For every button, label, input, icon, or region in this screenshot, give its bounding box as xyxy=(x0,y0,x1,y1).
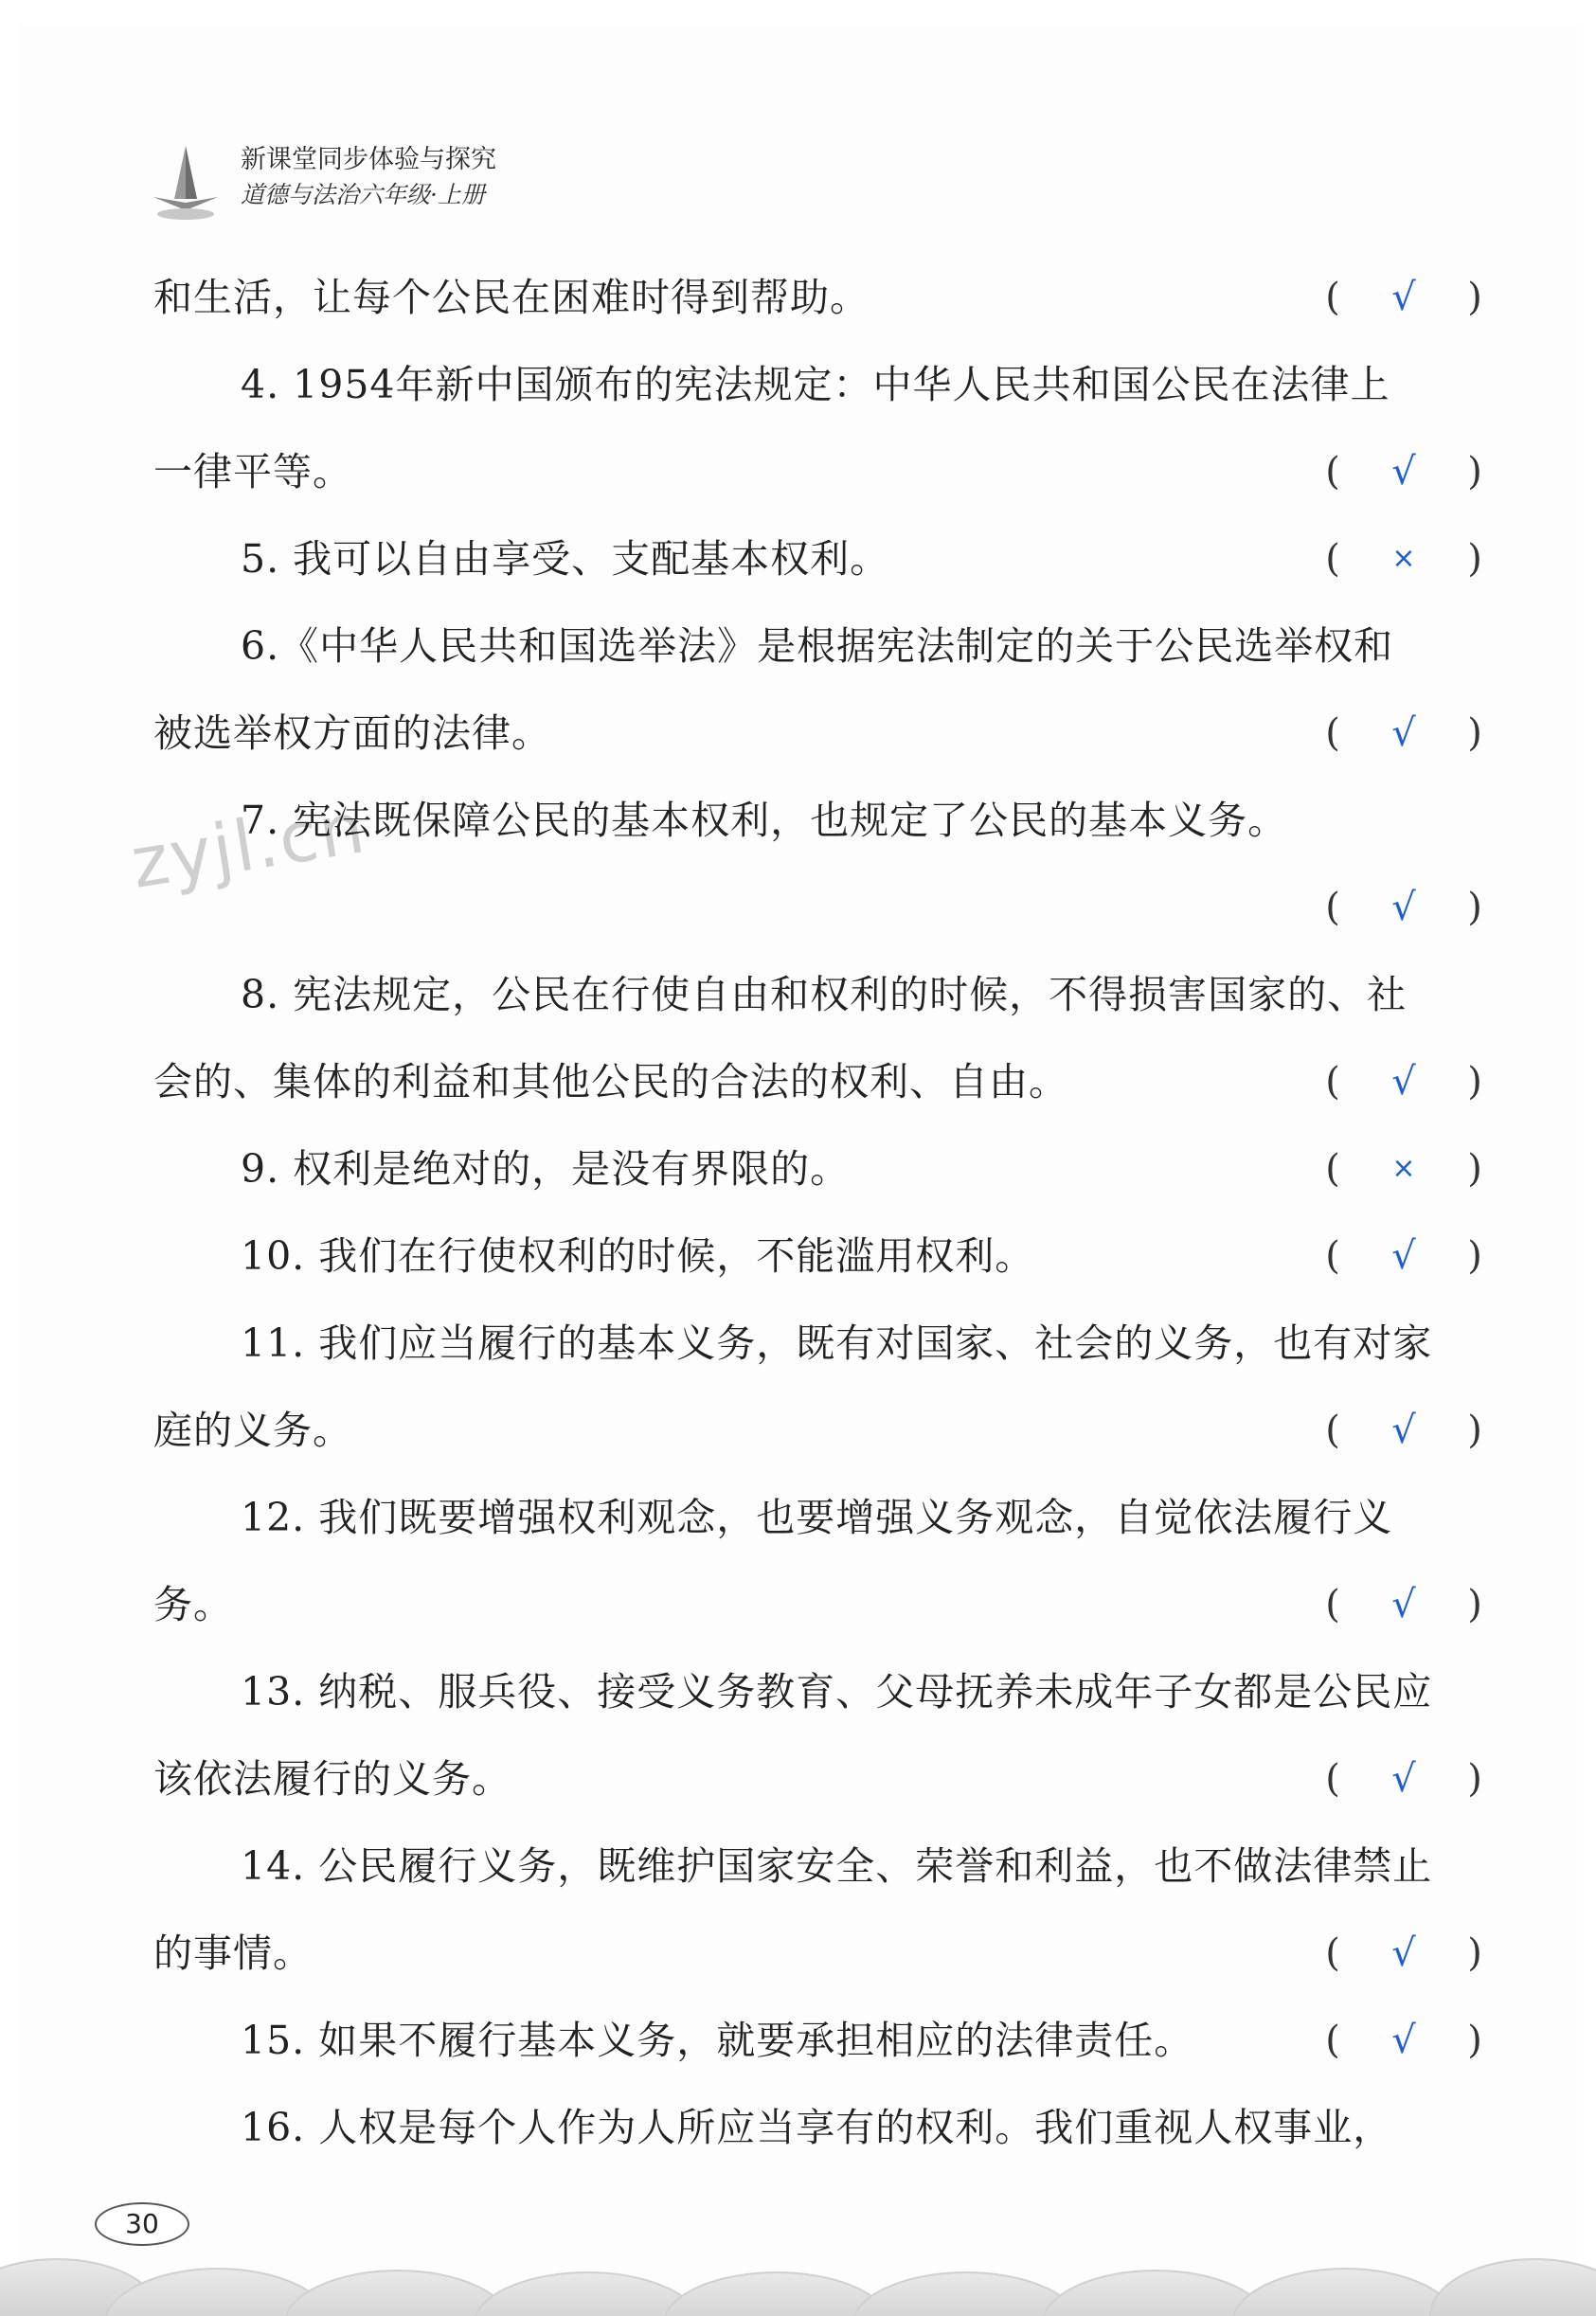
answer-box xyxy=(1318,1387,1489,1474)
open-paren: ( xyxy=(1325,1060,1340,1104)
line-text: 6.《中华人民共和国选举法》是根据宪法制定的关于公民选举权和 xyxy=(241,623,1394,669)
text-line xyxy=(153,1822,1489,1910)
text-line xyxy=(153,864,1489,951)
text-line xyxy=(153,515,1489,602)
check-mark-icon: √ xyxy=(1391,2019,1416,2062)
line-text: 16. 人权是每个人作为人所应当享有的权利。我们重视人权事业， xyxy=(241,2105,1393,2150)
line-text: 11. 我们应当履行的基本义务，既有对国家、社会的义务，也有对家 xyxy=(241,1320,1433,1366)
book-logo-icon xyxy=(150,144,222,225)
open-paren: ( xyxy=(1325,1409,1340,1452)
open-paren: ( xyxy=(1325,537,1340,581)
close-paren: ) xyxy=(1467,1931,1482,1975)
line-text: 4. 1954年新中国颁布的宪法规定：中华人民共和国公民在法律上 xyxy=(241,362,1390,407)
check-mark-icon: √ xyxy=(1391,1409,1416,1452)
open-paren: ( xyxy=(1325,886,1340,929)
line-text: 5. 我可以自由享受、支配基本权利。 xyxy=(241,536,890,582)
check-mark-icon: √ xyxy=(1391,276,1416,319)
header-subtitle: 道德与法治六年级·上册 xyxy=(241,181,485,208)
text-line xyxy=(153,690,1489,777)
line-text: 9. 权利是绝对的，是没有界限的。 xyxy=(241,1146,851,1192)
text-line xyxy=(153,1735,1489,1822)
line-text: 会的、集体的利益和其他公民的合法的权利、自由。 xyxy=(153,1059,1068,1104)
line-text: 一律平等。 xyxy=(153,449,352,494)
answer-box xyxy=(1318,1561,1489,1648)
text-line xyxy=(153,1997,1489,2084)
check-mark-icon: √ xyxy=(1391,1234,1416,1278)
text-line xyxy=(153,951,1489,1038)
open-paren: ( xyxy=(1325,711,1340,755)
close-paren: ) xyxy=(1467,1060,1482,1104)
line-text: 和生活，让每个公民在困难时得到帮助。 xyxy=(153,275,870,320)
open-paren: ( xyxy=(1325,1583,1340,1626)
close-paren: ) xyxy=(1467,537,1482,581)
line-text: 8. 宪法规定，公民在行使自由和权利的时候，不得损害国家的、社 xyxy=(241,972,1408,1017)
line-text: 15. 如果不履行基本义务，就要承担相应的法律责任。 xyxy=(241,2018,1194,2063)
text-line xyxy=(153,777,1489,864)
close-paren: ) xyxy=(1467,1757,1482,1801)
open-paren: ( xyxy=(1325,450,1340,494)
check-mark-icon: √ xyxy=(1391,450,1416,494)
close-paren: ) xyxy=(1467,450,1482,494)
answer-box xyxy=(1318,1125,1489,1212)
text-line xyxy=(153,1474,1489,1561)
answer-box xyxy=(1318,1038,1489,1125)
line-text: 的事情。 xyxy=(153,1930,313,1976)
open-paren: ( xyxy=(1325,1234,1340,1278)
close-paren: ) xyxy=(1467,1583,1482,1626)
answer-box xyxy=(1318,428,1489,515)
close-paren: ) xyxy=(1467,1409,1482,1452)
text-line xyxy=(153,1212,1489,1300)
text-line xyxy=(153,1125,1489,1212)
answer-box xyxy=(1318,1212,1489,1300)
text-line xyxy=(153,1387,1489,1474)
line-text: 14. 公民履行义务，既维护国家安全、荣誉和利益，也不做法律禁止 xyxy=(241,1843,1433,1889)
line-text: 该依法履行的义务。 xyxy=(153,1756,511,1802)
line-text: 庭的义务。 xyxy=(153,1408,352,1453)
answer-box xyxy=(1318,254,1489,341)
check-mark-icon: √ xyxy=(1391,1931,1416,1975)
cross-mark-icon: × xyxy=(1391,542,1416,575)
open-paren: ( xyxy=(1325,276,1340,319)
open-paren: ( xyxy=(1325,1757,1340,1801)
close-paren: ) xyxy=(1467,886,1482,929)
answer-box xyxy=(1318,1997,1489,2084)
close-paren: ) xyxy=(1467,276,1482,319)
close-paren: ) xyxy=(1467,711,1482,755)
check-mark-icon: √ xyxy=(1391,1757,1416,1801)
text-line xyxy=(153,1648,1489,1735)
cross-mark-icon: × xyxy=(1391,1152,1416,1185)
line-text: 务。 xyxy=(153,1582,233,1627)
line-text: 被选举权方面的法律。 xyxy=(153,710,551,756)
header-title: 新课堂同步体验与探究 xyxy=(241,145,496,174)
answer-box xyxy=(1318,515,1489,602)
check-mark-icon: √ xyxy=(1391,886,1416,929)
answer-box xyxy=(1318,690,1489,777)
watermark: zyjl.cn xyxy=(125,787,372,905)
check-mark-icon: √ xyxy=(1391,1060,1416,1104)
text-line xyxy=(153,1300,1489,1387)
line-text: 12. 我们既要增强权利观念，也要增强义务观念，自觉依法履行义 xyxy=(241,1495,1393,1540)
text-line xyxy=(153,341,1489,428)
text-line xyxy=(153,2084,1489,2171)
page-footer xyxy=(0,2183,1596,2316)
line-text: 13. 纳税、服兵役、接受义务教育、父母抚养未成年子女都是公民应 xyxy=(241,1669,1433,1715)
check-mark-icon: √ xyxy=(1391,711,1416,755)
text-line xyxy=(153,428,1489,515)
line-text: 10. 我们在行使权利的时候，不能滥用权利。 xyxy=(241,1233,1035,1279)
text-line xyxy=(153,1561,1489,1648)
answer-box xyxy=(1318,1735,1489,1822)
open-paren: ( xyxy=(1325,2019,1340,2062)
open-paren: ( xyxy=(1325,1147,1340,1191)
answer-box xyxy=(1318,1910,1489,1997)
close-paren: ) xyxy=(1467,1147,1482,1191)
text-line xyxy=(153,254,1489,341)
open-paren: ( xyxy=(1325,1931,1340,1975)
check-mark-icon: √ xyxy=(1391,1583,1416,1626)
answer-box xyxy=(1318,864,1489,951)
text-line xyxy=(153,602,1489,690)
page-number: 30 xyxy=(95,2202,189,2246)
close-paren: ) xyxy=(1467,2019,1482,2062)
text-line xyxy=(153,1910,1489,1997)
close-paren: ) xyxy=(1467,1234,1482,1278)
line-text: 7. 宪法既保障公民的基本权利，也规定了公民的基本义务。 xyxy=(241,798,1288,843)
question-list xyxy=(153,254,1489,2171)
wave-decoration xyxy=(0,2183,1596,2316)
text-line xyxy=(153,1038,1489,1125)
